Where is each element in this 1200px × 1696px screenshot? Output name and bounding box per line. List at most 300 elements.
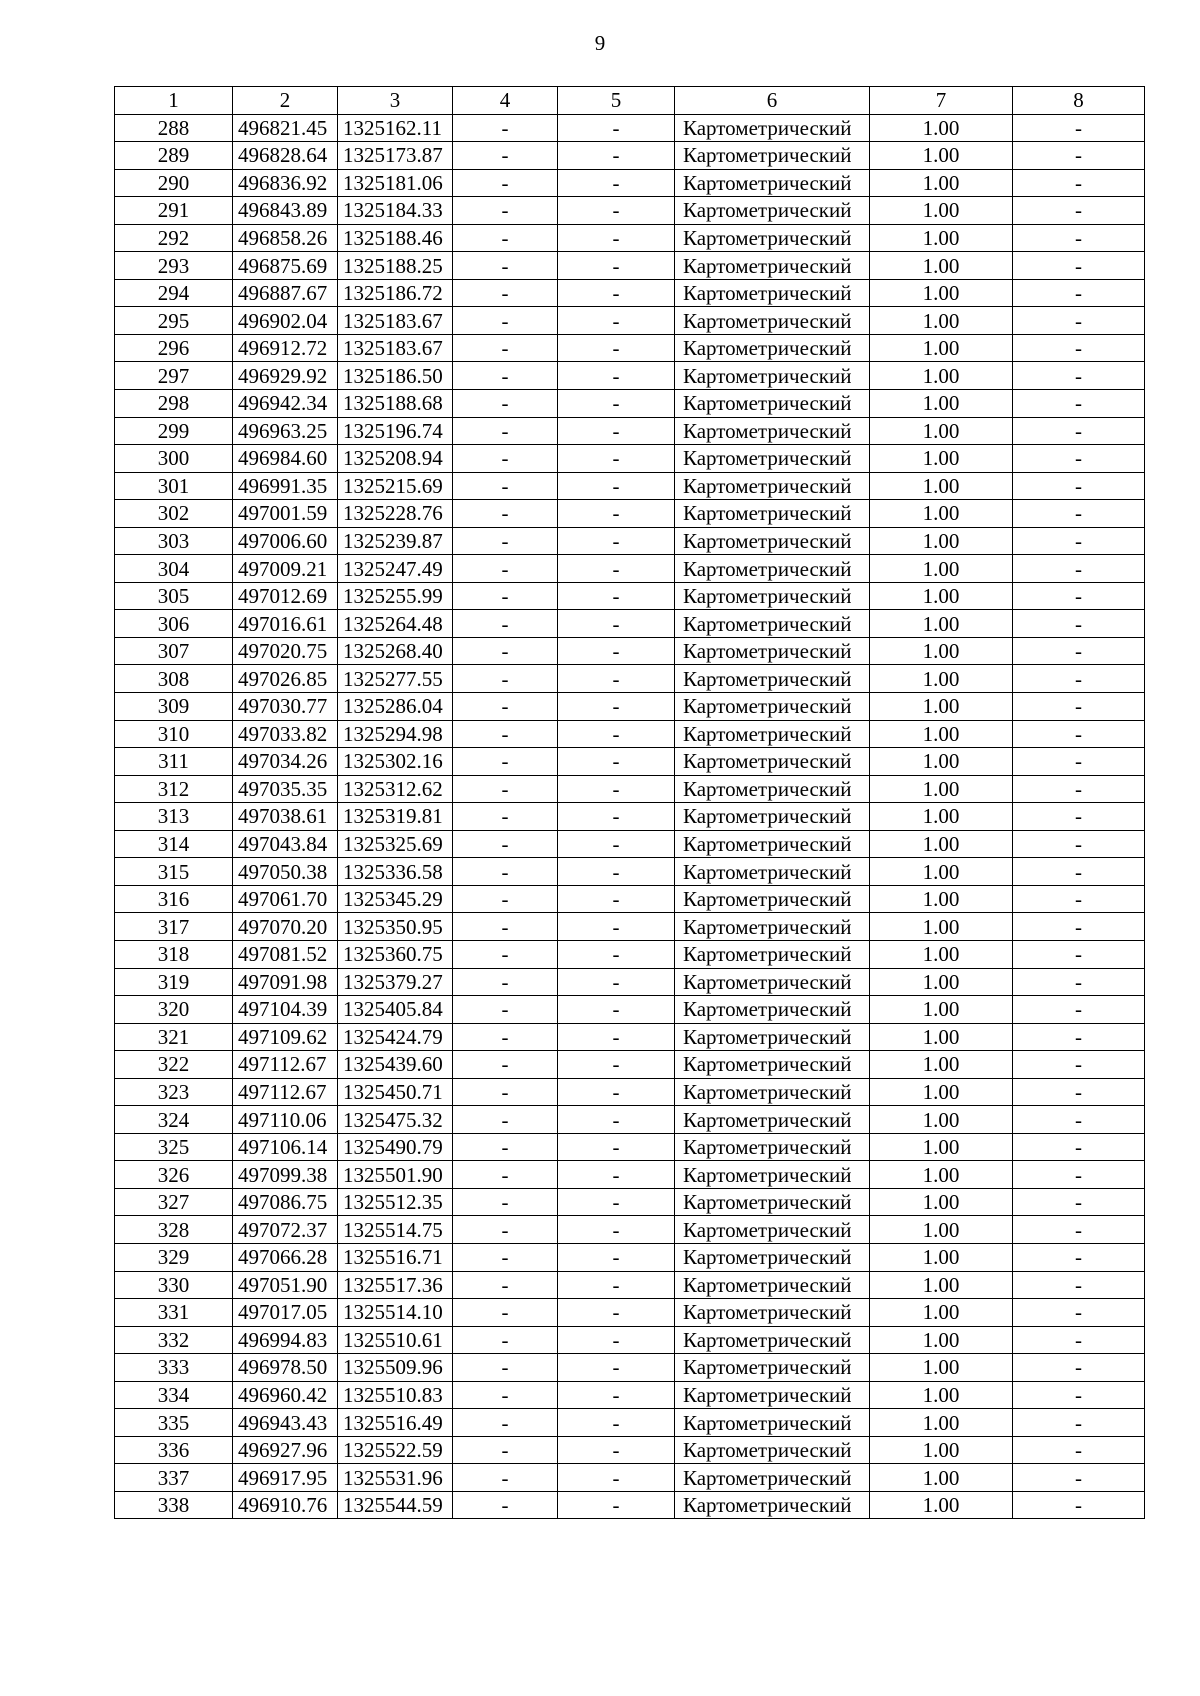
method-cell: Картометрический: [675, 1243, 870, 1271]
column-4-cell: -: [453, 390, 558, 418]
point-number-cell: 332: [115, 1326, 233, 1354]
accuracy-cell: 1.00: [870, 1299, 1013, 1327]
column-8-cell: -: [1013, 362, 1145, 390]
accuracy-cell: 1.00: [870, 610, 1013, 638]
accuracy-cell: 1.00: [870, 1023, 1013, 1051]
column-header: 2: [233, 87, 338, 115]
x-coordinate-cell: 496836.92: [233, 169, 338, 197]
x-coordinate-cell: 496943.43: [233, 1409, 338, 1437]
method-cell: Картометрический: [675, 693, 870, 721]
column-5-cell: -: [558, 913, 675, 941]
point-number-cell: 324: [115, 1106, 233, 1134]
table-row: [115, 1271, 1145, 1299]
accuracy-cell: 1.00: [870, 803, 1013, 831]
column-5-cell: -: [558, 1188, 675, 1216]
column-4-cell: -: [453, 1299, 558, 1327]
x-coordinate-cell: 497112.67: [233, 1078, 338, 1106]
table-row: [115, 555, 1145, 583]
x-coordinate-cell: 497033.82: [233, 720, 338, 748]
column-5-cell: -: [558, 1051, 675, 1079]
x-coordinate-cell: 496858.26: [233, 224, 338, 252]
column-5-cell: -: [558, 1354, 675, 1382]
column-4-cell: -: [453, 334, 558, 362]
method-cell: Картометрический: [675, 996, 870, 1024]
table-row: [115, 693, 1145, 721]
column-4-cell: -: [453, 1491, 558, 1519]
y-coordinate-cell: 1325215.69: [338, 472, 453, 500]
method-cell: Картометрический: [675, 307, 870, 335]
point-number-cell: 322: [115, 1051, 233, 1079]
point-number-cell: 295: [115, 307, 233, 335]
method-cell: Картометрический: [675, 472, 870, 500]
point-number-cell: 305: [115, 582, 233, 610]
accuracy-cell: 1.00: [870, 1133, 1013, 1161]
point-number-cell: 333: [115, 1354, 233, 1382]
point-number-cell: 337: [115, 1464, 233, 1492]
table-row: [115, 307, 1145, 335]
x-coordinate-cell: 496942.34: [233, 390, 338, 418]
point-number-cell: 299: [115, 417, 233, 445]
column-5-cell: -: [558, 830, 675, 858]
column-5-cell: -: [558, 858, 675, 886]
table-row: [115, 858, 1145, 886]
accuracy-cell: 1.00: [870, 252, 1013, 280]
point-number-cell: 319: [115, 968, 233, 996]
method-cell: Картометрический: [675, 224, 870, 252]
x-coordinate-cell: 497050.38: [233, 858, 338, 886]
accuracy-cell: 1.00: [870, 555, 1013, 583]
column-4-cell: -: [453, 858, 558, 886]
column-4-cell: -: [453, 527, 558, 555]
y-coordinate-cell: 1325424.79: [338, 1023, 453, 1051]
column-4-cell: -: [453, 555, 558, 583]
column-4-cell: -: [453, 1436, 558, 1464]
y-coordinate-cell: 1325490.79: [338, 1133, 453, 1161]
column-5-cell: -: [558, 445, 675, 473]
x-coordinate-cell: 497035.35: [233, 775, 338, 803]
x-coordinate-cell: 497034.26: [233, 748, 338, 776]
point-number-cell: 298: [115, 390, 233, 418]
column-8-cell: -: [1013, 472, 1145, 500]
accuracy-cell: 1.00: [870, 830, 1013, 858]
x-coordinate-cell: 497001.59: [233, 500, 338, 528]
method-cell: Картометрический: [675, 279, 870, 307]
point-number-cell: 291: [115, 197, 233, 225]
column-4-cell: -: [453, 279, 558, 307]
method-cell: Картометрический: [675, 1491, 870, 1519]
column-8-cell: -: [1013, 500, 1145, 528]
accuracy-cell: 1.00: [870, 693, 1013, 721]
point-number-cell: 334: [115, 1381, 233, 1409]
accuracy-cell: 1.00: [870, 1161, 1013, 1189]
x-coordinate-cell: 497086.75: [233, 1188, 338, 1216]
column-8-cell: -: [1013, 720, 1145, 748]
column-4-cell: -: [453, 582, 558, 610]
table-row: [115, 748, 1145, 776]
column-header: 7: [870, 87, 1013, 115]
column-4-cell: -: [453, 968, 558, 996]
column-8-cell: -: [1013, 1436, 1145, 1464]
y-coordinate-cell: 1325319.81: [338, 803, 453, 831]
y-coordinate-cell: 1325514.10: [338, 1299, 453, 1327]
method-cell: Картометрический: [675, 1078, 870, 1106]
point-number-cell: 297: [115, 362, 233, 390]
column-5-cell: -: [558, 555, 675, 583]
column-5-cell: -: [558, 1078, 675, 1106]
accuracy-cell: 1.00: [870, 279, 1013, 307]
y-coordinate-cell: 1325514.75: [338, 1216, 453, 1244]
column-8-cell: -: [1013, 1381, 1145, 1409]
point-number-cell: 302: [115, 500, 233, 528]
column-header: 1: [115, 87, 233, 115]
column-8-cell: -: [1013, 885, 1145, 913]
column-5-cell: -: [558, 279, 675, 307]
x-coordinate-cell: 496994.83: [233, 1326, 338, 1354]
column-4-cell: -: [453, 1106, 558, 1134]
method-cell: Картометрический: [675, 803, 870, 831]
accuracy-cell: 1.00: [870, 775, 1013, 803]
accuracy-cell: 1.00: [870, 445, 1013, 473]
x-coordinate-cell: 497070.20: [233, 913, 338, 941]
column-8-cell: -: [1013, 1354, 1145, 1382]
x-coordinate-cell: 496912.72: [233, 334, 338, 362]
table-row: [115, 775, 1145, 803]
column-5-cell: -: [558, 637, 675, 665]
header-row: [115, 87, 1145, 115]
page-number: 9: [594, 31, 606, 55]
column-5-cell: -: [558, 362, 675, 390]
accuracy-cell: 1.00: [870, 1271, 1013, 1299]
column-4-cell: -: [453, 720, 558, 748]
table-row: [115, 830, 1145, 858]
table-row: [115, 1409, 1145, 1437]
method-cell: Картометрический: [675, 527, 870, 555]
method-cell: Картометрический: [675, 775, 870, 803]
accuracy-cell: 1.00: [870, 913, 1013, 941]
accuracy-cell: 1.00: [870, 637, 1013, 665]
method-cell: Картометрический: [675, 390, 870, 418]
x-coordinate-cell: 497017.05: [233, 1299, 338, 1327]
point-number-cell: 290: [115, 169, 233, 197]
column-5-cell: -: [558, 390, 675, 418]
x-coordinate-cell: 497106.14: [233, 1133, 338, 1161]
y-coordinate-cell: 1325379.27: [338, 968, 453, 996]
column-4-cell: -: [453, 252, 558, 280]
column-8-cell: -: [1013, 224, 1145, 252]
point-number-cell: 331: [115, 1299, 233, 1327]
y-coordinate-cell: 1325186.50: [338, 362, 453, 390]
column-5-cell: -: [558, 582, 675, 610]
table-row: [115, 1078, 1145, 1106]
accuracy-cell: 1.00: [870, 169, 1013, 197]
accuracy-cell: 1.00: [870, 940, 1013, 968]
column-8-cell: -: [1013, 610, 1145, 638]
column-4-cell: -: [453, 169, 558, 197]
column-8-cell: -: [1013, 142, 1145, 170]
column-8-cell: -: [1013, 1133, 1145, 1161]
column-4-cell: -: [453, 940, 558, 968]
column-8-cell: -: [1013, 1216, 1145, 1244]
column-5-cell: -: [558, 1106, 675, 1134]
y-coordinate-cell: 1325345.29: [338, 885, 453, 913]
accuracy-cell: 1.00: [870, 1491, 1013, 1519]
column-4-cell: -: [453, 472, 558, 500]
column-5-cell: -: [558, 803, 675, 831]
column-4-cell: -: [453, 1051, 558, 1079]
point-number-cell: 320: [115, 996, 233, 1024]
column-4-cell: -: [453, 885, 558, 913]
x-coordinate-cell: 497030.77: [233, 693, 338, 721]
point-number-cell: 336: [115, 1436, 233, 1464]
point-number-cell: 306: [115, 610, 233, 638]
column-header: 3: [338, 87, 453, 115]
point-number-cell: 307: [115, 637, 233, 665]
column-5-cell: -: [558, 472, 675, 500]
accuracy-cell: 1.00: [870, 885, 1013, 913]
column-8-cell: -: [1013, 748, 1145, 776]
y-coordinate-cell: 1325475.32: [338, 1106, 453, 1134]
column-4-cell: -: [453, 693, 558, 721]
accuracy-cell: 1.00: [870, 1051, 1013, 1079]
accuracy-cell: 1.00: [870, 1106, 1013, 1134]
column-5-cell: -: [558, 1326, 675, 1354]
x-coordinate-cell: 497110.06: [233, 1106, 338, 1134]
y-coordinate-cell: 1325239.87: [338, 527, 453, 555]
point-number-cell: 321: [115, 1023, 233, 1051]
y-coordinate-cell: 1325516.49: [338, 1409, 453, 1437]
column-5-cell: -: [558, 693, 675, 721]
table-row: [115, 527, 1145, 555]
table-row: [115, 142, 1145, 170]
x-coordinate-cell: 497006.60: [233, 527, 338, 555]
y-coordinate-cell: 1325544.59: [338, 1491, 453, 1519]
point-number-cell: 309: [115, 693, 233, 721]
column-5-cell: -: [558, 224, 675, 252]
x-coordinate-cell: 497061.70: [233, 885, 338, 913]
point-number-cell: 304: [115, 555, 233, 583]
method-cell: Картометрический: [675, 940, 870, 968]
table-row: [115, 1243, 1145, 1271]
method-cell: Картометрический: [675, 1106, 870, 1134]
y-coordinate-cell: 1325512.35: [338, 1188, 453, 1216]
y-coordinate-cell: 1325186.72: [338, 279, 453, 307]
x-coordinate-cell: 497109.62: [233, 1023, 338, 1051]
column-5-cell: -: [558, 197, 675, 225]
point-number-cell: 313: [115, 803, 233, 831]
y-coordinate-cell: 1325350.95: [338, 913, 453, 941]
method-cell: Картометрический: [675, 720, 870, 748]
x-coordinate-cell: 496910.76: [233, 1491, 338, 1519]
table-row: [115, 996, 1145, 1024]
column-8-cell: -: [1013, 1464, 1145, 1492]
column-8-cell: -: [1013, 114, 1145, 142]
y-coordinate-cell: 1325360.75: [338, 940, 453, 968]
table-row: [115, 197, 1145, 225]
column-5-cell: -: [558, 775, 675, 803]
method-cell: Картометрический: [675, 1271, 870, 1299]
point-number-cell: 311: [115, 748, 233, 776]
method-cell: Картометрический: [675, 1216, 870, 1244]
column-4-cell: -: [453, 1078, 558, 1106]
method-cell: Картометрический: [675, 1409, 870, 1437]
table-body: [115, 87, 1145, 1519]
method-cell: Картометрический: [675, 142, 870, 170]
point-number-cell: 303: [115, 527, 233, 555]
y-coordinate-cell: 1325183.67: [338, 334, 453, 362]
table-row: [115, 114, 1145, 142]
column-5-cell: -: [558, 1436, 675, 1464]
column-5-cell: -: [558, 1216, 675, 1244]
table-row: [115, 803, 1145, 831]
accuracy-cell: 1.00: [870, 1078, 1013, 1106]
x-coordinate-cell: 497072.37: [233, 1216, 338, 1244]
column-8-cell: -: [1013, 390, 1145, 418]
y-coordinate-cell: 1325183.67: [338, 307, 453, 335]
column-4-cell: -: [453, 197, 558, 225]
method-cell: Картометрический: [675, 362, 870, 390]
y-coordinate-cell: 1325181.06: [338, 169, 453, 197]
column-8-cell: -: [1013, 830, 1145, 858]
accuracy-cell: 1.00: [870, 390, 1013, 418]
column-5-cell: -: [558, 500, 675, 528]
point-number-cell: 288: [115, 114, 233, 142]
method-cell: Картометрический: [675, 582, 870, 610]
table-row: [115, 1023, 1145, 1051]
column-8-cell: -: [1013, 637, 1145, 665]
point-number-cell: 293: [115, 252, 233, 280]
column-4-cell: -: [453, 637, 558, 665]
x-coordinate-cell: 496902.04: [233, 307, 338, 335]
column-8-cell: -: [1013, 858, 1145, 886]
column-8-cell: -: [1013, 968, 1145, 996]
point-number-cell: 294: [115, 279, 233, 307]
point-number-cell: 338: [115, 1491, 233, 1519]
column-4-cell: -: [453, 665, 558, 693]
method-cell: Картометрический: [675, 830, 870, 858]
table-row: [115, 1354, 1145, 1382]
point-number-cell: 330: [115, 1271, 233, 1299]
x-coordinate-cell: 496828.64: [233, 142, 338, 170]
y-coordinate-cell: 1325228.76: [338, 500, 453, 528]
column-8-cell: -: [1013, 582, 1145, 610]
column-8-cell: -: [1013, 1271, 1145, 1299]
y-coordinate-cell: 1325501.90: [338, 1161, 453, 1189]
column-5-cell: -: [558, 720, 675, 748]
table-row: [115, 1161, 1145, 1189]
point-number-cell: 317: [115, 913, 233, 941]
column-header: 6: [675, 87, 870, 115]
column-8-cell: -: [1013, 197, 1145, 225]
method-cell: Картометрический: [675, 1023, 870, 1051]
y-coordinate-cell: 1325188.68: [338, 390, 453, 418]
column-8-cell: -: [1013, 555, 1145, 583]
table-row: [115, 1299, 1145, 1327]
column-5-cell: -: [558, 252, 675, 280]
column-4-cell: -: [453, 996, 558, 1024]
table-row: [115, 913, 1145, 941]
table-row: [115, 472, 1145, 500]
column-8-cell: -: [1013, 1188, 1145, 1216]
accuracy-cell: 1.00: [870, 114, 1013, 142]
column-4-cell: -: [453, 362, 558, 390]
y-coordinate-cell: 1325509.96: [338, 1354, 453, 1382]
table-row: [115, 279, 1145, 307]
column-5-cell: -: [558, 665, 675, 693]
table-row: [115, 720, 1145, 748]
x-coordinate-cell: 496978.50: [233, 1354, 338, 1382]
column-4-cell: -: [453, 1133, 558, 1161]
column-4-cell: -: [453, 1243, 558, 1271]
table-row: [115, 1133, 1145, 1161]
x-coordinate-cell: 497091.98: [233, 968, 338, 996]
y-coordinate-cell: 1325268.40: [338, 637, 453, 665]
table-row: [115, 390, 1145, 418]
x-coordinate-cell: 496963.25: [233, 417, 338, 445]
column-4-cell: -: [453, 775, 558, 803]
y-coordinate-cell: 1325517.36: [338, 1271, 453, 1299]
method-cell: Картометрический: [675, 913, 870, 941]
table-row: [115, 445, 1145, 473]
table-row: [115, 1381, 1145, 1409]
method-cell: Картометрический: [675, 1299, 870, 1327]
point-number-cell: 326: [115, 1161, 233, 1189]
y-coordinate-cell: 1325522.59: [338, 1436, 453, 1464]
column-8-cell: -: [1013, 913, 1145, 941]
table-row: [115, 1326, 1145, 1354]
table-row: [115, 1216, 1145, 1244]
column-4-cell: -: [453, 500, 558, 528]
column-4-cell: -: [453, 445, 558, 473]
column-4-cell: -: [453, 913, 558, 941]
column-5-cell: -: [558, 142, 675, 170]
column-8-cell: -: [1013, 334, 1145, 362]
column-5-cell: -: [558, 1491, 675, 1519]
x-coordinate-cell: 497066.28: [233, 1243, 338, 1271]
table-row: [115, 1106, 1145, 1134]
column-4-cell: -: [453, 1409, 558, 1437]
column-5-cell: -: [558, 1161, 675, 1189]
x-coordinate-cell: 497051.90: [233, 1271, 338, 1299]
method-cell: Картометрический: [675, 334, 870, 362]
table-row: [115, 1051, 1145, 1079]
column-4-cell: -: [453, 224, 558, 252]
column-4-cell: -: [453, 1271, 558, 1299]
column-8-cell: -: [1013, 169, 1145, 197]
method-cell: Картометрический: [675, 1436, 870, 1464]
table-row: [115, 334, 1145, 362]
column-5-cell: -: [558, 114, 675, 142]
column-8-cell: -: [1013, 307, 1145, 335]
column-8-cell: -: [1013, 445, 1145, 473]
method-cell: Картометрический: [675, 417, 870, 445]
method-cell: Картометрический: [675, 637, 870, 665]
method-cell: Картометрический: [675, 1188, 870, 1216]
column-4-cell: -: [453, 1023, 558, 1051]
point-number-cell: 315: [115, 858, 233, 886]
accuracy-cell: 1.00: [870, 362, 1013, 390]
accuracy-cell: 1.00: [870, 1409, 1013, 1437]
column-8-cell: -: [1013, 1023, 1145, 1051]
column-8-cell: -: [1013, 1491, 1145, 1519]
accuracy-cell: 1.00: [870, 582, 1013, 610]
accuracy-cell: 1.00: [870, 1243, 1013, 1271]
point-number-cell: 292: [115, 224, 233, 252]
method-cell: Картометрический: [675, 885, 870, 913]
column-5-cell: -: [558, 307, 675, 335]
table-row: [115, 940, 1145, 968]
table-row: [115, 169, 1145, 197]
column-8-cell: -: [1013, 1161, 1145, 1189]
